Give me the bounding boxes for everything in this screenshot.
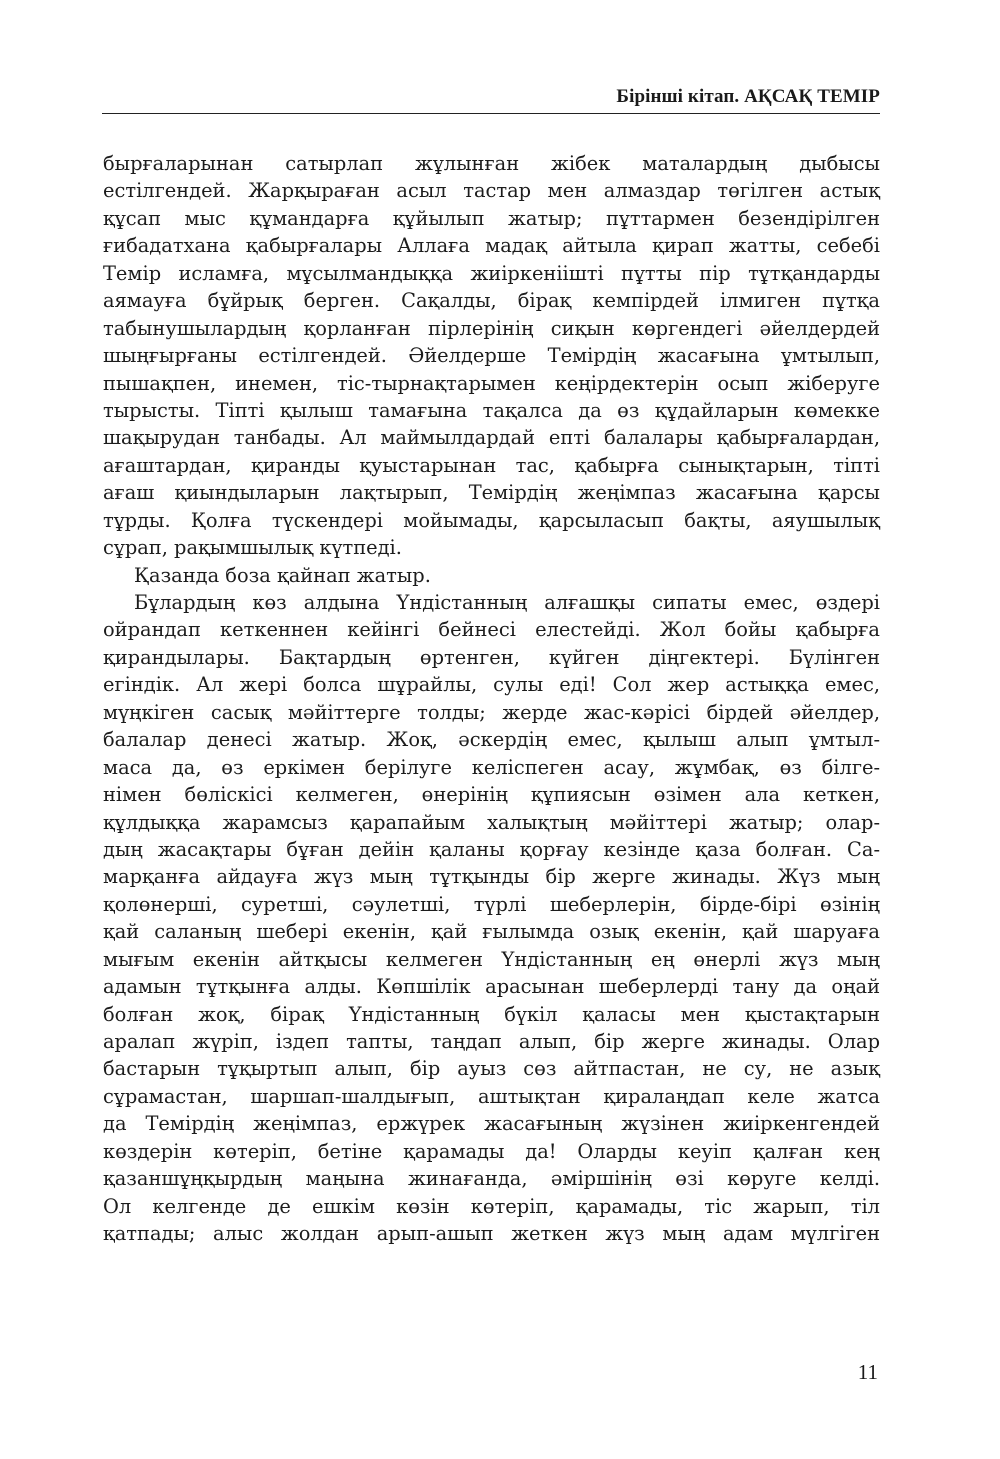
text-line: Бұлардың көз алдына Үндістанның алғашқы сипаты емес, өздері <box>134 591 880 614</box>
running-head: Бірінші кітап. АҚСАҚ ТЕМІР <box>616 86 880 107</box>
text-line: Қазанда боза қайнап жатыр. <box>134 563 431 587</box>
page-number: 11 <box>857 1360 878 1384</box>
text-line: қазаншұңқырдың маңына жинағанда, әміршінің өзі көруге келді. <box>103 1167 880 1191</box>
text-line: марқанға айдауға жүз мың тұтқынды бір жерге жинады. Жүз мың <box>103 865 880 889</box>
text-line: аралап жүріп, іздеп тапты, таңдап алып, бір жерге жинады. Олар <box>103 1030 880 1053</box>
text-line: табынушылардың қорланған пірлерінің сиқын көргендегі әйелдердей <box>103 316 880 340</box>
text-line: тырысты. Тіпті қылыш тамағына тақалса да өз құдайларын көмекке <box>103 398 880 422</box>
text-line: Ол келгенде де ешкім көзін көтеріп, қарамады, тіс жарып, тіл <box>103 1194 880 1218</box>
text-line: шақырудан танбады. Ал маймылдардай епті балалары қабырғалардан, <box>103 426 880 450</box>
text-line: адамын тұтқынға алды. Көпшілік арасынан шеберлерді тану да оңай <box>103 975 881 999</box>
text-line: аямауға бұйрық берген. Сақалды, бірақ кемпірдей ілмиген пұтқа <box>103 289 880 313</box>
text-line: сұрамастан, шаршап-шалдығып, аштықтан қиралаңдап келе жатса <box>103 1084 880 1108</box>
text-line: қолөнерші, суретші, сәулетші, түрлі шеберлерін, бірде-бірі өзінің <box>103 892 880 916</box>
text-line: шыңғырғаны естілгендей. Әйелдерше Темірдің жасағына ұмтылып, <box>103 344 880 368</box>
text-line: маса да, өз еркімен берілуге келіспеген асау, жұмбақ, өз білге- <box>103 755 881 779</box>
text-line: мүңкіген сасық мәйіттерге толды; жерде жас-кәрісі бірдей әйелдер, <box>103 700 880 724</box>
text-line: пышақпен, инемен, тіс-тырнақтарымен кеңірдектерін осып жіберуге <box>103 371 880 395</box>
text-line: німен бөліскісі келмеген, өнерінің құпиясын өзімен ала кеткен, <box>103 783 880 807</box>
text-line: құсап мыс құмандарға құйылып жатыр; пұттармен безендірілген <box>103 206 880 230</box>
text-line: ойрандап кеткеннен кейінгі бейнесі елестейді. Жол бойы қабырға <box>103 618 880 642</box>
text-line: құлдыққа жарамсыз қарапайым халықтың мәйіттері жатыр; олар- <box>103 810 880 834</box>
body-text <box>103 150 880 1248</box>
text-line: да Темірдің жеңімпаз, ержүрек жасағының жүзінен жиіркенгендей <box>103 1112 880 1136</box>
text-line: сұрап, рақымшылық күтпеді. <box>103 536 402 560</box>
text-line: Темір исламға, мұсылмандыққа жиіркеніішті пұтты пір тұтқандарды <box>103 261 880 285</box>
text-line: бастарын тұқыртып алып, бір ауыз сөз айтпастан, не су, не азық <box>103 1057 880 1081</box>
text-line: ағаш қиындыларын лақтырып, Темірдің жеңімпаз жасағына қарсы <box>103 481 880 505</box>
text-line: бырғаларынан сатырлап жұлынған жібек маталардың дыбысы <box>103 152 880 175</box>
text-line: болған жоқ, бірақ Үндістанның бүкіл қаласы мен қыстақтарын <box>103 1002 880 1026</box>
text-line: дың жасақтары бұған дейін қаланы қорғау кезінде қаза болған. Са- <box>103 837 880 861</box>
text-line: қирандылары. Бақтардың өртенген, күйген діңгектері. Бүлінген <box>103 645 880 669</box>
text-line: қатпады; алыс жолдан арып-ашып жеткен жүз мың адам мүлгіген <box>103 1222 881 1246</box>
text-line: егіндік. Ал жері болса шұрайлы, сулы еді! Сол жер астыққа емес, <box>103 673 881 697</box>
text-line: тұрды. Қолға түскендері мойымады, қарсыласып бақты, аяушылық <box>103 508 880 532</box>
text-line: мығым екенін айтқысы келмеген Үндістанның ең өнерлі жүз мың <box>103 947 881 971</box>
text-line: көздерін көтеріп, бетіне қарамады да! Оларды кеуіп қалған кең <box>103 1139 880 1163</box>
text-line: балалар денесі жатыр. Жоқ, әскердің емес, қылыш алып ұмтыл- <box>103 728 880 752</box>
text-line: қай саланың шебері екенін, қай ғылымда озық екенін, қай шаруаға <box>103 920 880 944</box>
header-rule <box>102 113 880 114</box>
text-line: естілгендей. Жарқыраған асыл тастар мен алмаздар төгілген астық <box>103 179 880 203</box>
text-line: ағаштардан, қиранды қуыстарынан тас, қабырға сынықтарын, тіпті <box>103 453 880 477</box>
text-line: ғибадатхана қабырғалары Аллаға мадақ айтыла қирап жатты, себебі <box>103 234 880 258</box>
